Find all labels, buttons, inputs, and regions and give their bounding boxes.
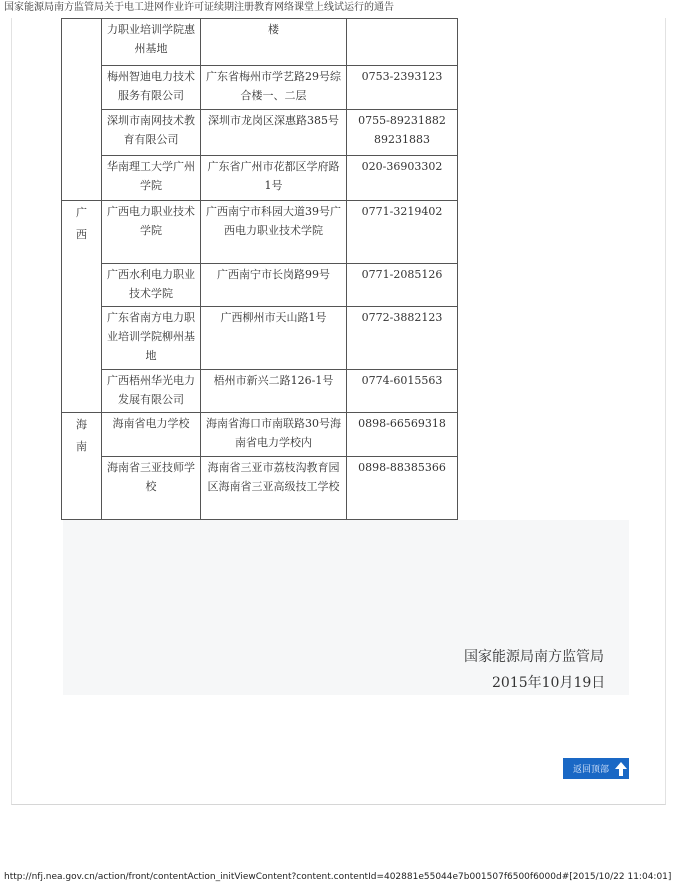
- institution-address: 海南省海口市南联路30号海南省电力学校内: [206, 417, 341, 449]
- institution-address: 广西柳州市天山路1号: [220, 311, 327, 324]
- table-row: [62, 370, 458, 413]
- institution-phone: 0774-6015563: [361, 374, 443, 387]
- province-cell: [62, 201, 102, 413]
- table-row: [62, 264, 458, 307]
- institution-address: 梧州市新兴二路126-1号: [213, 374, 334, 387]
- province-guangxi: 广西: [76, 206, 87, 241]
- signature-date: 2015年10月19日: [492, 675, 606, 691]
- institution-address: 深圳市龙岗区深惠路385号: [208, 114, 339, 127]
- institution-phone: 0898-66569318: [358, 417, 446, 430]
- institution-name: 广西电力职业技术学院: [107, 205, 195, 237]
- back-to-top-button[interactable]: [563, 758, 629, 779]
- institution-address: 楼: [268, 23, 279, 36]
- table-row: [62, 457, 458, 520]
- institution-phone: 0772-3882123: [361, 311, 443, 324]
- institution-name: 广西梧州华光电力发展有限公司: [107, 374, 195, 406]
- province-hainan: 海南: [76, 418, 87, 453]
- institution-phone: 0771-3219402: [361, 205, 443, 218]
- institution-address: 海南省三亚市荔枝沟教育园区海南省三亚高级技工学校: [207, 461, 340, 493]
- institution-name: 华南理工大学广州学院: [107, 160, 195, 192]
- table-row: [62, 156, 458, 201]
- table-row: [62, 201, 458, 264]
- institution-name: 梅州智迪电力技术服务有限公司: [107, 70, 195, 102]
- table-row: [62, 307, 458, 370]
- institution-phone: 0771-2085126: [361, 268, 443, 281]
- page-footer-url: http://nfj.nea.gov.cn/action/front/contentAction_initViewContent?content.contentId=402881e55044e7b001507f6500f6000d#[2015/10/22 11:04:01]: [4, 872, 672, 882]
- institution-phone: 0755-89231882 89231883: [358, 114, 446, 146]
- institution-address: 广西南宁市科园大道39号广西电力职业技术学院: [206, 205, 341, 237]
- institution-phone: 0753-2393123: [361, 70, 443, 83]
- province-cell: [62, 413, 102, 520]
- institution-name: 海南省三亚技师学校: [107, 461, 195, 493]
- table-row: [62, 66, 458, 110]
- signature-organization: 国家能源局南方监管局: [464, 649, 604, 665]
- institution-name: 力职业培训学院惠州基地: [107, 23, 195, 55]
- table-row: [62, 19, 458, 66]
- training-institution-table: [61, 18, 458, 520]
- institution-address: 广东省广州市花都区学府路1号: [207, 160, 340, 192]
- institution-name: 广东省南方电力职业培训学院柳州基地: [107, 311, 195, 362]
- institution-name: 广西水利电力职业技术学院: [107, 268, 195, 300]
- table-row: [62, 413, 458, 457]
- province-cell: [62, 19, 102, 201]
- page-header: 国家能源局南方监管局关于电工进网作业许可证续期注册教育网络课堂上线试运行的通告: [4, 2, 394, 13]
- arrow-up-icon: [615, 762, 627, 776]
- institution-phone: 0898-88385366: [358, 461, 446, 474]
- table-row: [62, 110, 458, 156]
- institution-address: 广东省梅州市学艺路29号综合楼一、二层: [206, 70, 341, 102]
- back-to-top-label: 返回顶部: [572, 765, 609, 775]
- institution-name: 海南省电力学校: [112, 417, 190, 430]
- institution-phone: 020-36903302: [361, 160, 443, 173]
- signature-panel: [63, 520, 629, 695]
- institution-address: 广西南宁市长岗路99号: [217, 268, 330, 281]
- institution-name: 深圳市南网技术教育有限公司: [107, 114, 195, 146]
